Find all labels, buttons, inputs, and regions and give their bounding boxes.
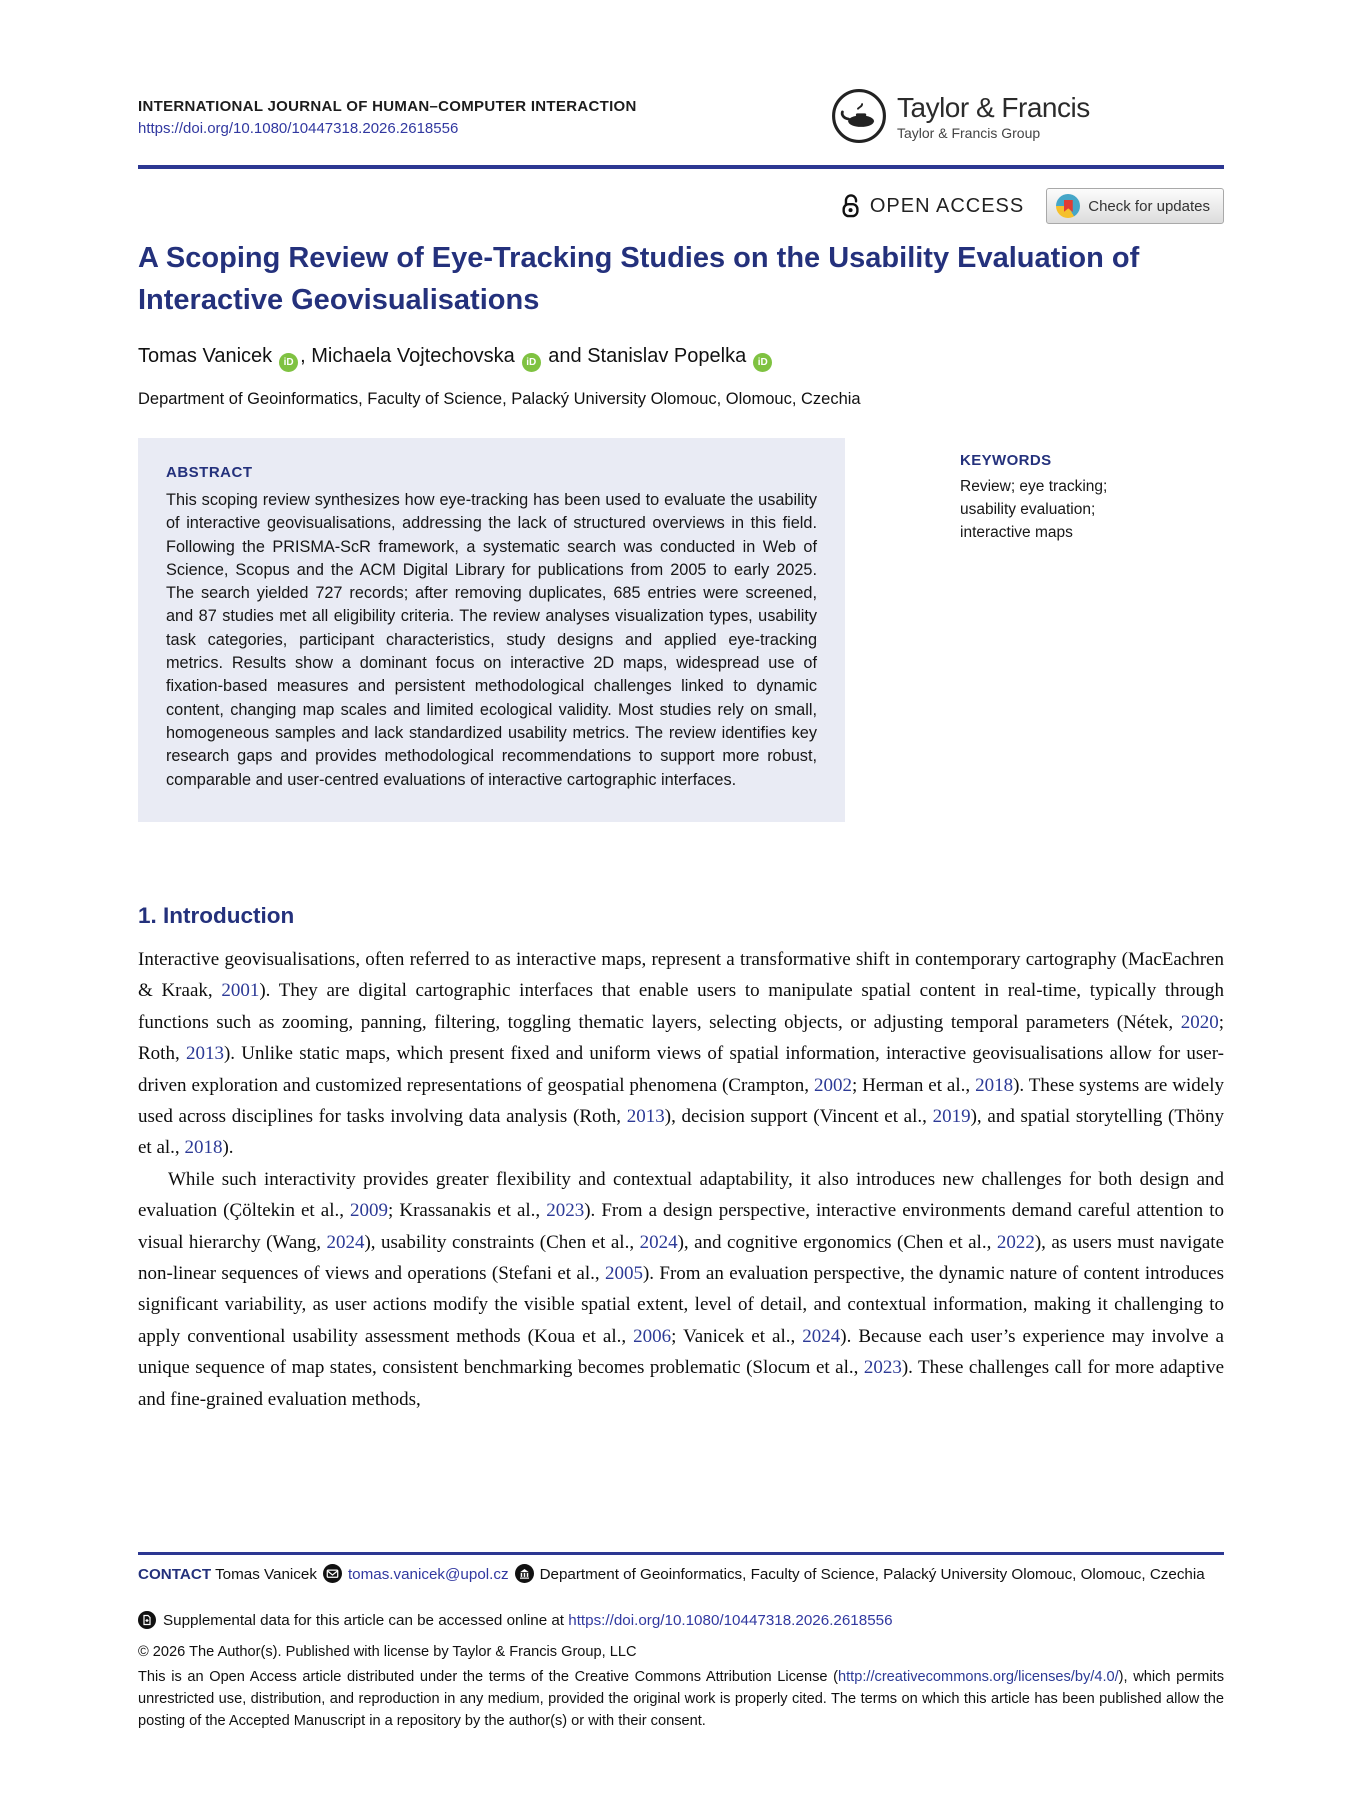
text-segment: ). Because each user’s experience may involve a unique sequence of map states, consistent benchmarking becomes problematic (Slocum et al.,: [138, 1325, 1224, 1379]
citation-link[interactable]: 2024: [802, 1325, 841, 1347]
authors-line: [138, 345, 1224, 372]
check-for-updates-button[interactable]: [1046, 188, 1224, 224]
contact-affiliation: Department of Geoinformatics, Faculty of Science, Palacký University Olomouc, Olomouc, Czechia: [539, 1566, 1205, 1583]
copyright-line: © 2026 The Author(s). Published with license by Taylor & Francis Group, LLC: [138, 1644, 637, 1660]
text-segment: Interactive geovisualisations, often referred to as interactive maps, represent a transformative shift in contemporary cartography (MacEachren & Kraak,: [138, 949, 1224, 1002]
open-lock-icon: [840, 193, 862, 219]
citation-link[interactable]: http://creativecommons.org/licenses/by/4.0/: [838, 1669, 1119, 1685]
citation-link[interactable]: 2024: [639, 1231, 678, 1253]
keywords-line-3: interactive maps: [960, 524, 1073, 541]
text-segment: ; Roth,: [138, 1011, 1224, 1065]
contact-label: CONTACT: [138, 1566, 212, 1583]
text-segment: ). These challenges call for more adaptive and fine-grained evaluation methods,: [138, 1357, 1224, 1410]
text-segment: ), and cognitive ergonomics (Chen et al.,: [677, 1231, 997, 1253]
text-segment: ).: [222, 1137, 234, 1159]
orcid-icon-3[interactable]: iD: [753, 353, 772, 372]
text-segment: ), as users must navigate non-linear sequences of views and operations (Stefani et al.,: [138, 1231, 1224, 1285]
supplemental-data-icon: [138, 1611, 156, 1629]
publisher-name: Taylor & Francis: [897, 91, 1090, 123]
citation-link[interactable]: 2020: [1180, 1011, 1219, 1033]
text-segment: ), usability constraints (Chen et al.,: [364, 1231, 640, 1253]
publisher-logo: [831, 88, 1090, 144]
citation-link[interactable]: 2009: [350, 1200, 389, 1222]
author-name-1: Tomas Vanicek: [138, 345, 273, 367]
supplemental-line: [138, 1611, 1224, 1629]
text-segment: ). From a design perspective, interactive environments demand careful attention to visual hierarchy (Wang,: [138, 1200, 1224, 1253]
header-divider: [138, 165, 1224, 169]
open-access-label: OPEN ACCESS: [869, 194, 1025, 217]
text-segment: ). These systems are widely used across disciplines for tasks involving data analysis (Roth,: [138, 1074, 1225, 1128]
author-separator-2: and: [542, 345, 588, 367]
supplemental-text: Supplemental data for this article can be accessed online at: [163, 1612, 569, 1629]
citation-link[interactable]: 2019: [932, 1106, 971, 1128]
publisher-group: Taylor & Francis Group: [897, 124, 1041, 141]
contact-line: [138, 1564, 1224, 1587]
text-segment: ). They are digital cartographic interfaces that enable users to manipulate spatial content in real-time, typically through functions such as zooming, panning, filtering, toggling thematic layers, selecting objects, or adjusting temporal parameters (Nétek,: [138, 980, 1224, 1033]
keywords-line-1: Review; eye tracking;: [960, 478, 1108, 495]
contact-email-link[interactable]: tomas.vanicek@upol.cz: [347, 1566, 509, 1583]
keywords-line-2: usability evaluation;: [960, 501, 1096, 518]
doi-link[interactable]: https://doi.org/10.1080/10447318.2026.2618556: [138, 120, 459, 137]
contact-name: Tomas Vanicek: [211, 1566, 317, 1583]
text-segment: ), and spatial storytelling (Thöny et al.,: [138, 1106, 1224, 1159]
orcid-icon-2[interactable]: iD: [522, 353, 541, 372]
citation-link[interactable]: 2018: [975, 1074, 1014, 1096]
text-segment: ), which permits unrestricted use, distribution, and reproduction in any medium, provided the original work is properly cited. The terms on which this article has been published allow the posting of the Accepted Manuscript in a repository by the author(s) or with their consent.: [138, 1669, 1224, 1729]
article-title: A Scoping Review of Eye-Tracking Studies on the Usability Evaluation of Interactive Geovisualisations: [138, 242, 1140, 316]
citation-link[interactable]: 2002: [813, 1074, 852, 1096]
intro-paragraph-2: [138, 1164, 1224, 1415]
intro-paragraph-1: [138, 944, 1224, 1164]
text-segment: This is an Open Access article distributed under the terms of the Creative Commons Attribution License (: [138, 1669, 839, 1685]
access-row: [138, 188, 1224, 224]
journal-title: INTERNATIONAL JOURNAL OF HUMAN–COMPUTER INTERACTION: [138, 98, 637, 115]
text-segment: ; Herman et al.,: [851, 1074, 976, 1096]
check-for-updates-label: Check for updates: [1088, 197, 1210, 215]
citation-link[interactable]: 2005: [604, 1263, 643, 1285]
text-segment: While such interactivity provides greater flexibility and contextual adaptability, it also introduces new challenges for both design and evaluation (Çöltekin et al.,: [138, 1168, 1224, 1222]
crossmark-icon: [1056, 194, 1080, 218]
citation-link[interactable]: 2001: [221, 980, 260, 1002]
text-segment: ), decision support (Vincent et al.,: [664, 1106, 933, 1128]
citation-link[interactable]: 2023: [546, 1200, 585, 1222]
publisher-names: [897, 92, 1090, 141]
introduction-heading: 1. Introduction: [138, 903, 295, 928]
text-segment: ; Krassanakis et al.,: [388, 1200, 547, 1222]
author-name-3: Stanislav Popelka: [587, 345, 747, 367]
orcid-icon-1[interactable]: iD: [279, 353, 298, 372]
citation-link[interactable]: 2013: [185, 1043, 224, 1065]
author-name-2: Michaela Vojtechovska: [311, 345, 515, 367]
citation-link[interactable]: 2006: [633, 1325, 672, 1347]
text-segment: ). Unlike static maps, which present fixed and uniform views of spatial information, interactive geovisualisations allow for user-driven exploration and customized representations of geospatial phenomena (Crampton,: [138, 1043, 1225, 1096]
abstract-heading: ABSTRACT: [166, 464, 253, 481]
text-segment: ). From an evaluation perspective, the dynamic nature of content introduces significant variability, as user actions modify the visible spatial extent, level of detail, and contextual information, making it challenging to apply conventional usability assessment methods (Koua et al.,: [138, 1263, 1224, 1347]
license-text: [138, 1666, 1224, 1732]
abstract-box: [138, 438, 845, 822]
introduction-body: [138, 944, 1224, 1415]
citation-link[interactable]: 2023: [863, 1357, 902, 1379]
journal-header: [138, 98, 637, 138]
citation-link[interactable]: 2024: [326, 1231, 365, 1253]
keywords-block: [960, 452, 1170, 544]
email-icon: [323, 1564, 342, 1583]
abstract-text: This scoping review synthesizes how eye-tracking has been used to evaluate the usability of interactive geovisualisations, addressing the lack of structured overviews in this field. Following the PRISMA-ScR framework, a systematic search was conducted in Web of Science, Scopus and the ACM Digital Library for publications from 2005 to early 2025. The search yielded 727 records; after removing duplicates, 685 entries were screened, and 87 studies met all eligibility criteria. The review analyses visualization types, usability task categories, participant characteristics, study designs and applied eye-tracking metrics. Results show a dominant focus on interactive 2D maps, widespread use of fixation-based measures and persistent methodological challenges linked to dynamic content, changing map scales and limited ecological validity. Most studies rely on small, homogeneous samples and lack standardized usability metrics. The review identifies key research gaps and provides methodological recommendations to support more robust, comparable and user-centred evaluations of interactive cartographic interfaces.: [166, 491, 817, 789]
author-separator-1: ,: [300, 345, 312, 367]
institution-icon: [515, 1564, 534, 1583]
supplemental-doi-link[interactable]: https://doi.org/10.1080/10447318.2026.2618556: [568, 1612, 893, 1629]
open-access-badge: [840, 193, 1024, 219]
keywords-heading: KEYWORDS: [960, 452, 1052, 469]
taylor-francis-lamp-icon: [831, 88, 887, 144]
text-segment: ; Vanicek et al.,: [671, 1325, 803, 1347]
affiliation-line: Department of Geoinformatics, Faculty of Science, Palacký University Olomouc, Olomouc, Czechia: [138, 390, 861, 408]
footer-divider: [138, 1552, 1224, 1555]
citation-link[interactable]: 2018: [184, 1137, 223, 1159]
citation-link[interactable]: 2022: [996, 1231, 1035, 1253]
citation-link[interactable]: 2013: [626, 1106, 665, 1128]
